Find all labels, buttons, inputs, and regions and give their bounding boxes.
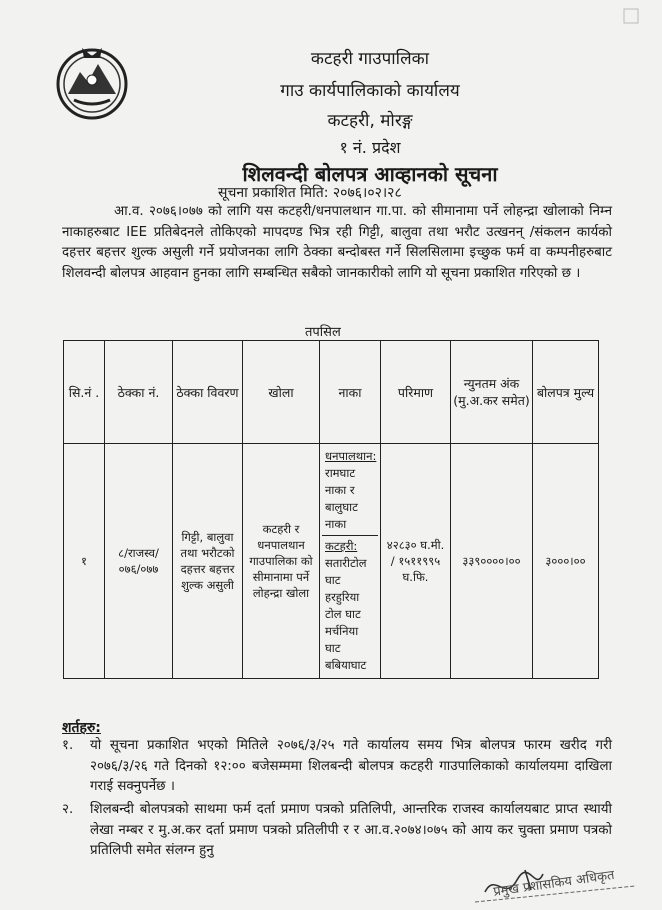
checkpoint-katahari-label: कटहरी: (325, 539, 358, 553)
terms-title: शर्तहरु: (62, 720, 101, 736)
checkpoint-dhanpalthan-label: धनपालथान: (325, 449, 377, 463)
checkpoint-dhanpalthan (322, 446, 378, 536)
header-contract-no: ठेक्का नं. (105, 341, 173, 444)
header-river: खोला (243, 341, 320, 444)
header-details: ठेक्का विवरण (173, 341, 243, 444)
header-location: कटहरी, मोरङ्ग (327, 111, 413, 131)
header-min-bid: न्युनतम अंक (मु.अ.कर समेत) (451, 341, 533, 444)
corner-mark-icon (623, 8, 639, 24)
checkpoint-katahari (322, 536, 378, 676)
header-municipality: कटहरी गाउपालिका (310, 49, 430, 69)
checkpoint-katahari-text: सतारीटोल घाट हरहुरिया टोल घाट मर्चनिया घाट बबियाघाट (325, 556, 367, 672)
term-text: यो सूचना प्रकाशित भएको मितिले २०७६/३/२५ गते कार्यालय समय भित्र बोलपत्र फारम खरीद गरी २०७६/३/२६ गते दिनको १२:०० बजेसम्ममा शिलबन्दी बोलपत्र कटहरी गाउपालिकाको कार्यालयमा दाखिला गराई सक्नुपर्नेछ । (90, 738, 612, 794)
checkpoint-dhanpalthan-text: रामघाट नाका र बालुघाट नाका (325, 466, 358, 531)
cell-sn: १ (64, 444, 105, 679)
table-header-row (64, 341, 599, 444)
header-quantity: परिमाण (381, 341, 451, 444)
header-office: गाउ कार्यपालिकाको कार्यालय (280, 81, 460, 101)
cell-checkpoint (320, 444, 381, 679)
cell-min-bid: ३३९००००।०० (451, 444, 533, 679)
signatory-designation: प्रमुख प्रशासकिय अधिकृत (492, 867, 616, 900)
header-bid-price: बोलपत्र मुल्य (533, 341, 599, 444)
term-number: २. (62, 802, 74, 817)
table-caption: तपसिल (305, 325, 341, 340)
cell-bid-price: ३०००।०० (533, 444, 599, 679)
nepal-emblem-icon (52, 42, 132, 122)
table-row (64, 444, 599, 679)
cell-quantity: ४२८३० घ.मी. / १५११९९५ घ.फि. (381, 444, 451, 679)
term-number: १. (62, 738, 74, 753)
cell-river: कटहरी र धनपालथान गाउपालिका को सीमानामा पर्ने लोहन्द्रा खोला (243, 444, 320, 679)
term-text: शिलबन्दी बोलपत्रको साथमा फर्म दर्ता प्रमाण पत्रको प्रतिलिपी, आन्तरिक राजस्व कार्यालयबाट प्राप्त स्थायी लेखा नम्बर र मु.अ.कर दर्ता प्रमाण पत्रको प्रतिलीपी र र आ.व.२०७४।०७५ को आय कर चुक्ता प्रमाण पत्रको प्रतिलिपी समेत संलग्न हुनु (90, 802, 612, 858)
published-date: सूचना प्रकाशित मिति: २०७६।०२।२८ (218, 185, 402, 201)
header-checkpoint: नाका (320, 341, 381, 444)
intro-paragraph: आ.व. २०७६।०७७ को लागि यस कटहरी/धनपालथान गा.पा. को सीमानामा पर्ने लोहन्द्रा खोलाको निम्न नाकाहरुबाट IEE प्रतिबेदनले तोकिएको मापदण्ड भित्र रही गिट्टी, बालुवा तथा भरौट उत्खनन् /संकलन कार्यको दहत्तर बहत्तर शुल्क असुली गर्ने प्रयोजनका लागि ठेक्का बन्दोबस्त गर्ने सिलसिलामा इच्छुक फर्म वा कम्पनीहरुबाट शिलवन्दी बोलपत्र आहवान हुनका लागि सम्बन्धित सबैको जानकारीको लागि यो सूचना प्रकाशित गरिएको छ । (62, 204, 612, 281)
header-sn: सि.नं . (64, 341, 105, 444)
cell-contract-no: ८/राजस्व/ ०७६/०७७ (105, 444, 173, 679)
bid-table (63, 340, 599, 679)
header-province: १ नं. प्रदेश (339, 138, 401, 157)
notice-title: शिलवन्दी बोलपत्र आव्हानको सूचना (242, 162, 498, 186)
term-item (62, 736, 612, 798)
cell-details: गिट्टी, बालुवा तथा भरौटको दहत्तर बहत्तर शुल्क असुली (173, 444, 243, 679)
term-item (62, 800, 612, 862)
